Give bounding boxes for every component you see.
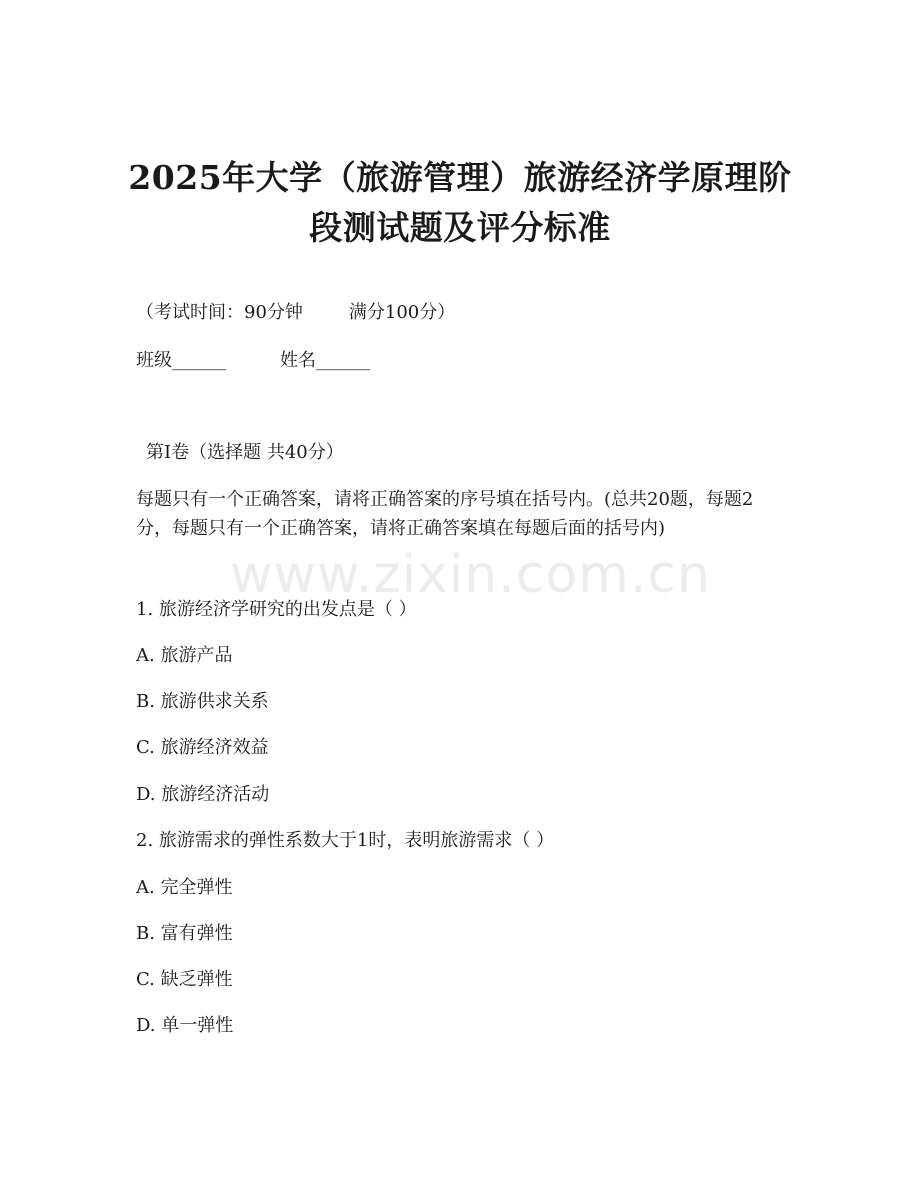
title-line-2: 段测试题及评分标准 [309,208,611,247]
question-1-option-d: D. 旅游经济活动 [136,784,270,805]
question-2-option-a: A. 完全弹性 [136,877,233,898]
watermark: www.zixin.com.cn [230,545,711,605]
class-field: 班级______ [136,350,226,371]
section-heading: 第I卷（选择题 共40分） [146,442,344,463]
question-2-option-b: B. 富有弹性 [136,923,233,944]
exam-time: （考试时间：90分钟 [136,302,303,323]
exam-info [136,300,455,326]
section-instructions: 每题只有一个正确答案，请将正确答案的序号填在括号内。(总共20题，每题2分，每题只有一个正确答案，请将正确答案填在每题后面的括号内) [136,489,754,539]
question-1-stem: 1. 旅游经济学研究的出发点是（ ） [136,599,417,620]
question-2-stem: 2. 旅游需求的弹性系数大于1时，表明旅游需求（ ） [136,830,555,851]
question-2-option-c: C. 缺乏弹性 [136,969,233,990]
question-1-option-a: A. 旅游产品 [136,645,233,666]
title-line-1: 2025年大学（旅游管理）旅游经济学原理阶 [128,158,792,197]
question-2-option-d: D. 单一弹性 [136,1015,234,1036]
question-1-option-c: C. 旅游经济效益 [136,737,269,758]
exam-score: 满分100分） [348,302,456,323]
document-title [100,153,820,253]
name-field: 姓名______ [280,350,370,371]
question-1-option-b: B. 旅游供求关系 [136,691,269,712]
student-info [136,348,370,374]
